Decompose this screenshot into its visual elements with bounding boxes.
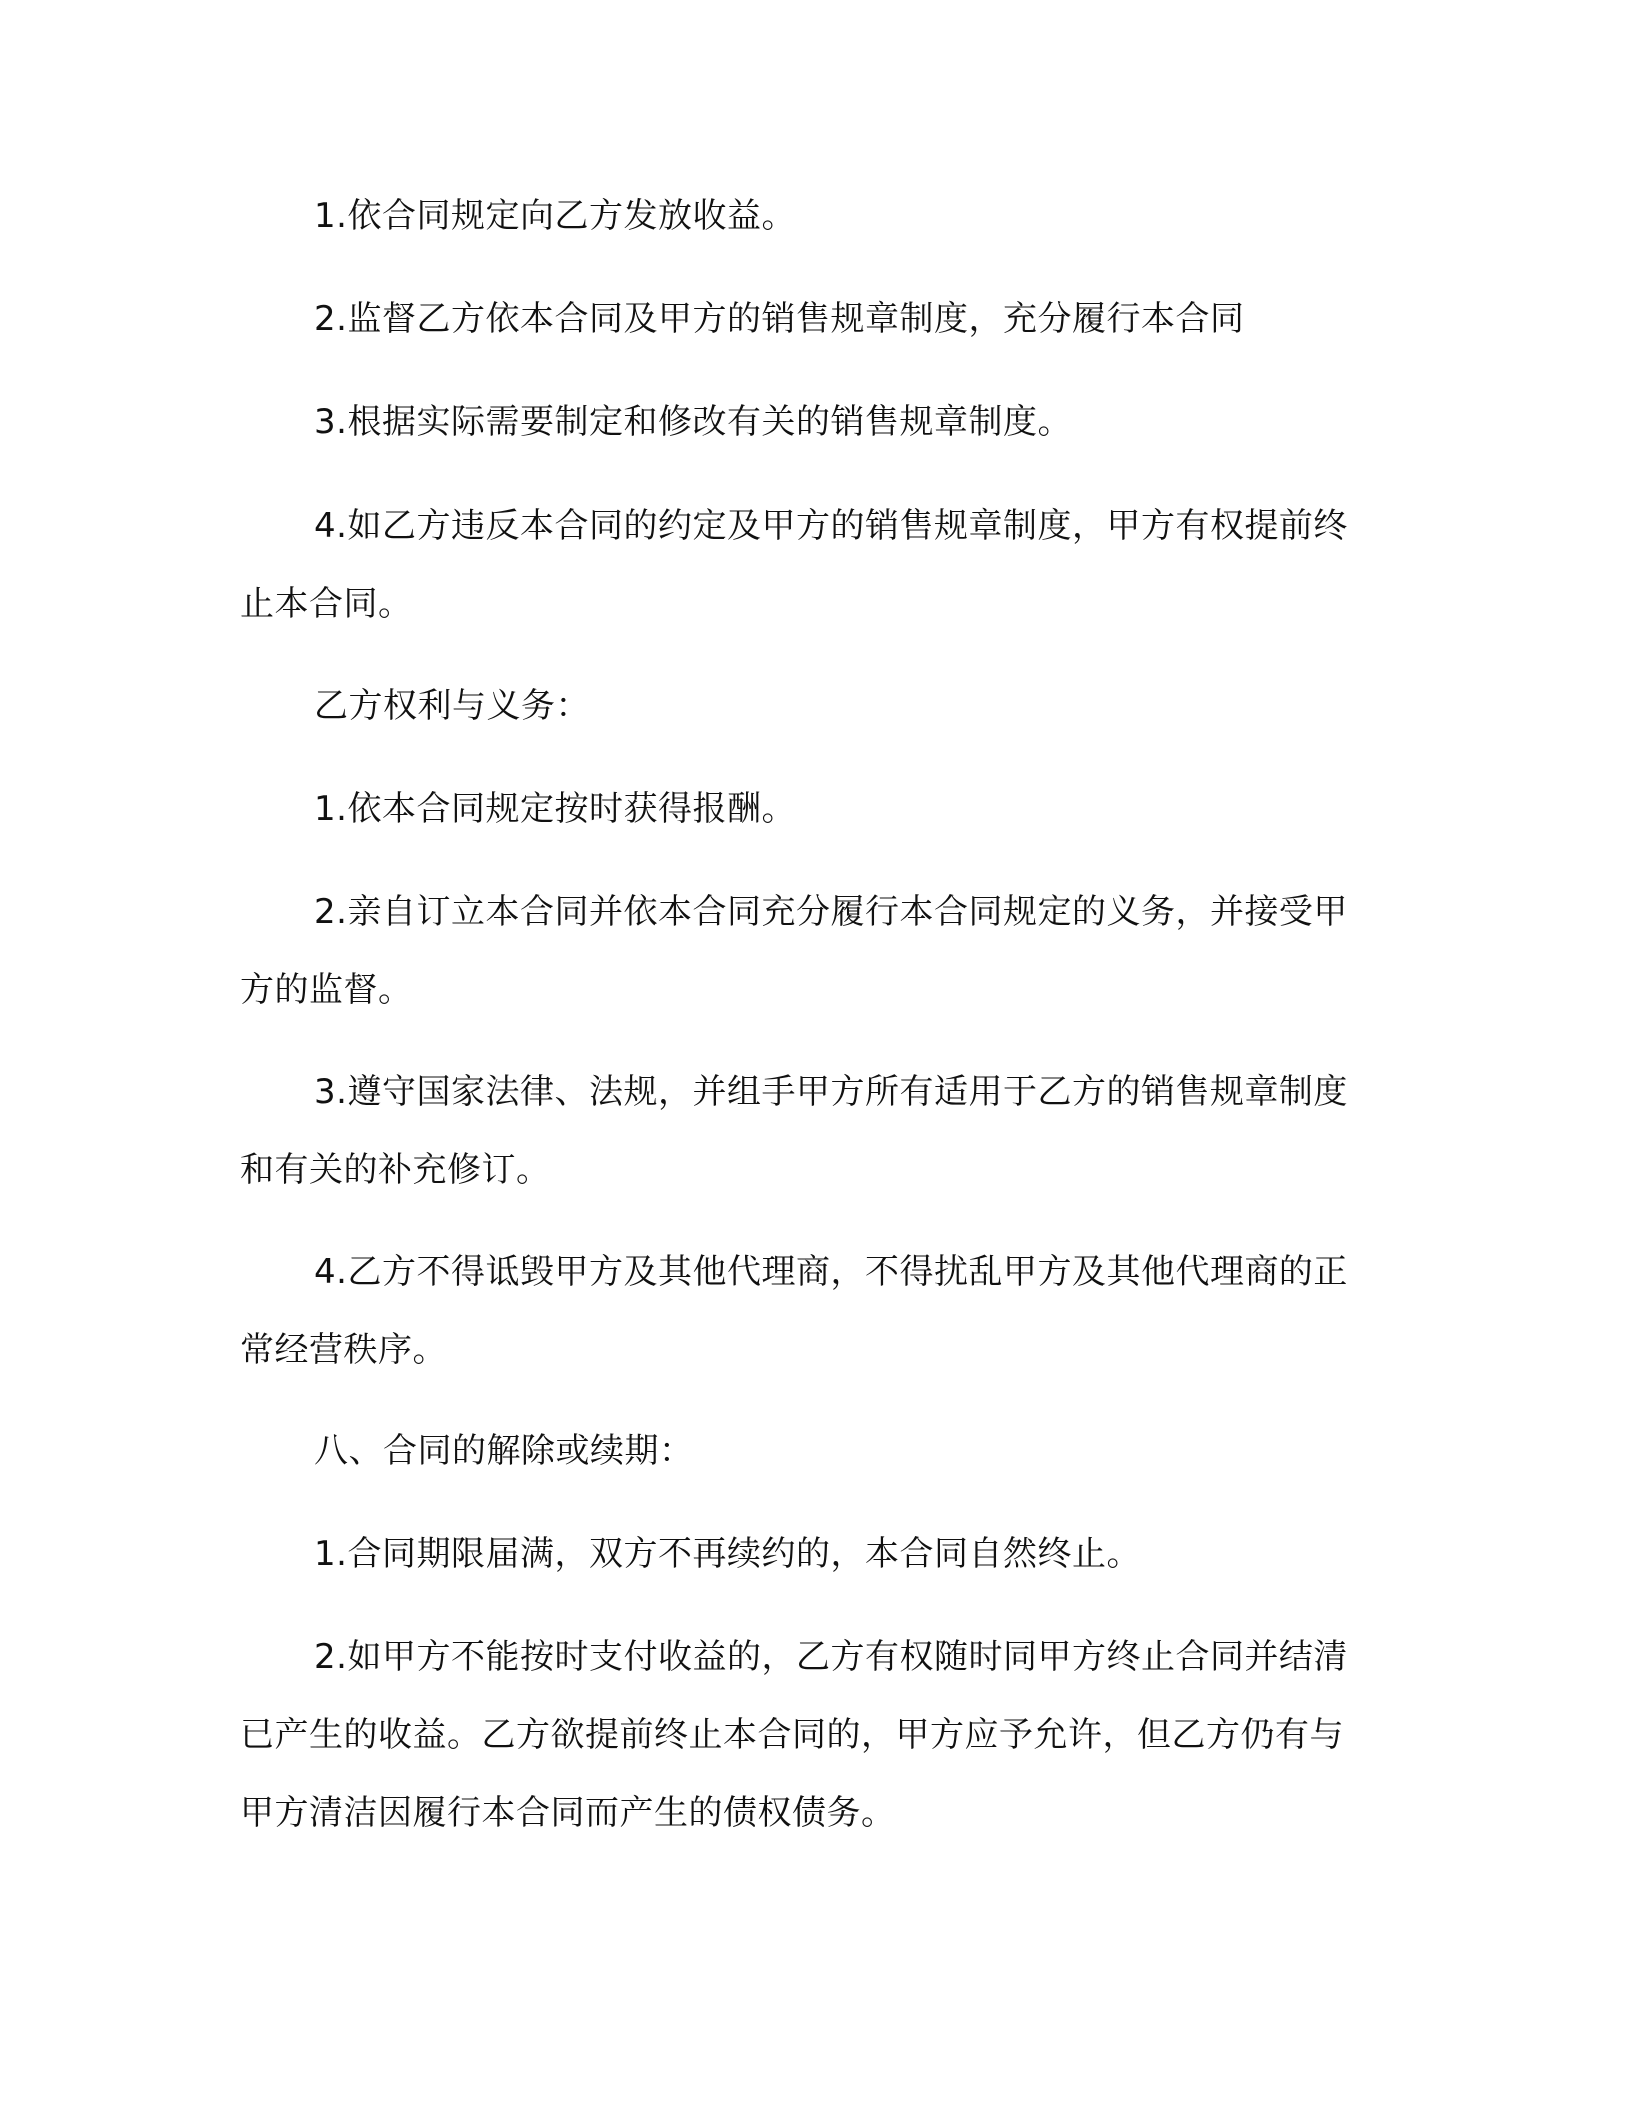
paragraph-9: 4.乙方不得诋毁甲方及其他代理商，不得扰乱甲方及其他代理商的正常经营秩序。 (240, 1252, 1348, 1370)
paragraph-3: 3.根据实际需要制定和修改有关的销售规章制度。 (314, 402, 1072, 442)
paragraph-12: 2.如甲方不能按时支付收益的，乙方有权随时同甲方终止合同并结清已产生的收益。乙方欲提前终止本合同的，甲方应予允许，但乙方仍有与甲方清洁因履行本合同而产生的债权债务。 (240, 1637, 1348, 1833)
paragraph-6: 1.依本合同规定按时获得报酬。 (314, 789, 796, 829)
paragraph-10: 八、合同的解除或续期： (314, 1431, 694, 1471)
paragraph-2: 2.监督乙方依本合同及甲方的销售规章制度，充分履行本合同 (314, 299, 1245, 339)
paragraph-5: 乙方权利与义务： (314, 686, 590, 726)
paragraph-4: 4.如乙方违反本合同的约定及甲方的销售规章制度，甲方有权提前终止本合同。 (240, 506, 1348, 624)
paragraph-8: 3.遵守国家法律、法规，并组手甲方所有适用于乙方的销售规章制度和有关的补充修订。 (240, 1072, 1348, 1190)
paragraph-11: 1.合同期限届满，双方不再续约的，本合同自然终止。 (314, 1534, 1141, 1574)
paragraph-1: 1.依合同规定向乙方发放收益。 (314, 196, 796, 236)
paragraph-7: 2.亲自订立本合同并依本合同充分履行本合同规定的义务，并接受甲方的监督。 (240, 892, 1348, 1010)
